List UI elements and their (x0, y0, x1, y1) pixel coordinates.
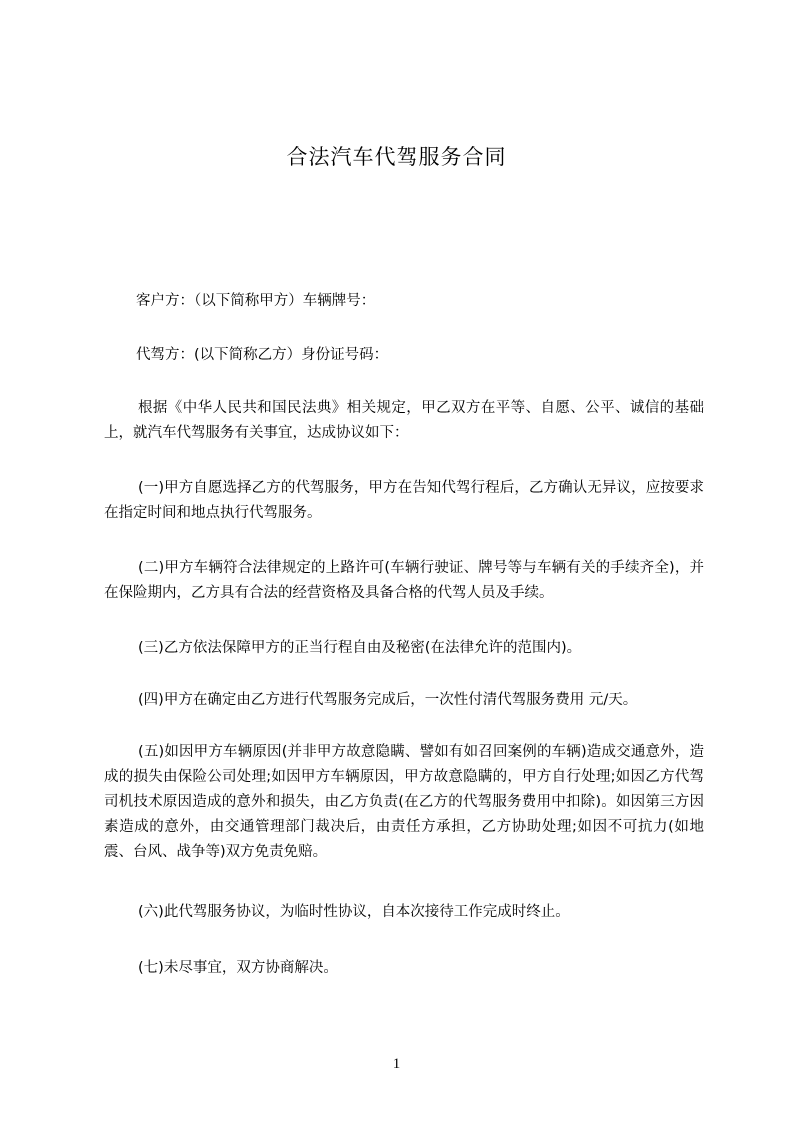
clause-1-paragraph: (一)甲方自愿选择乙方的代驾服务，甲方在告知代驾行程后，乙方确认无异议，应按要求在指定时间和地点执行代驾服务。 (104, 480, 704, 521)
clause-2-paragraph: (二)甲方车辆符合法律规定的上路许可(车辆行驶证、牌号等与车辆有关的手续齐全)，并在保险期内，乙方具有合法的经营资格及具备合格的代驾人员及手续。 (104, 560, 704, 601)
customer-party-line: 客户方：（以下简称甲方）车辆牌号： (136, 293, 376, 309)
document-title: 合法汽车代驾服务合同 (286, 145, 507, 169)
clause-5-paragraph: (五)如因甲方车辆原因(并非甲方故意隐瞒、譬如有如召回案例的车辆)造成交通意外，造成的损失由保险公司处理;如因甲方车辆原因，甲方故意隐瞒的，甲方自行处理;如因乙方代驾司机技术原因造成的意外和损失，由乙方负责(在乙方的代驾服务费用中扣除)。如因第三方因素造成的意外，由交通管理部门裁决后，由责任方承担，乙方协助处理;如因不可抗力(如地震、台风、战争等)双方免责免赔。 (104, 744, 704, 860)
clause-3-paragraph: (三)乙方依法保障甲方的正当行程自由及秘密(在法律允许的范围内)。 (138, 640, 582, 656)
clause-7-paragraph: (七)未尽事宜，双方协商解决。 (138, 960, 338, 976)
preamble-paragraph: 根据《中华人民共和国民法典》相关规定，甲乙双方在平等、自愿、公平、诚信的基础上，就汽车代驾服务有关事宜，达成协议如下： (104, 400, 704, 441)
clause-4-paragraph: (四)甲方在确定由乙方进行代驾服务完成后，一次性付清代驾服务费用 元/天。 (138, 692, 638, 708)
page-number: 1 (392, 1056, 401, 1072)
clause-6-paragraph: (六)此代驾服务协议，为临时性协议，自本次接待工作完成时终止。 (138, 904, 570, 920)
driver-party-line: 代驾方：(以下简称乙方）身份证号码： (136, 347, 389, 363)
